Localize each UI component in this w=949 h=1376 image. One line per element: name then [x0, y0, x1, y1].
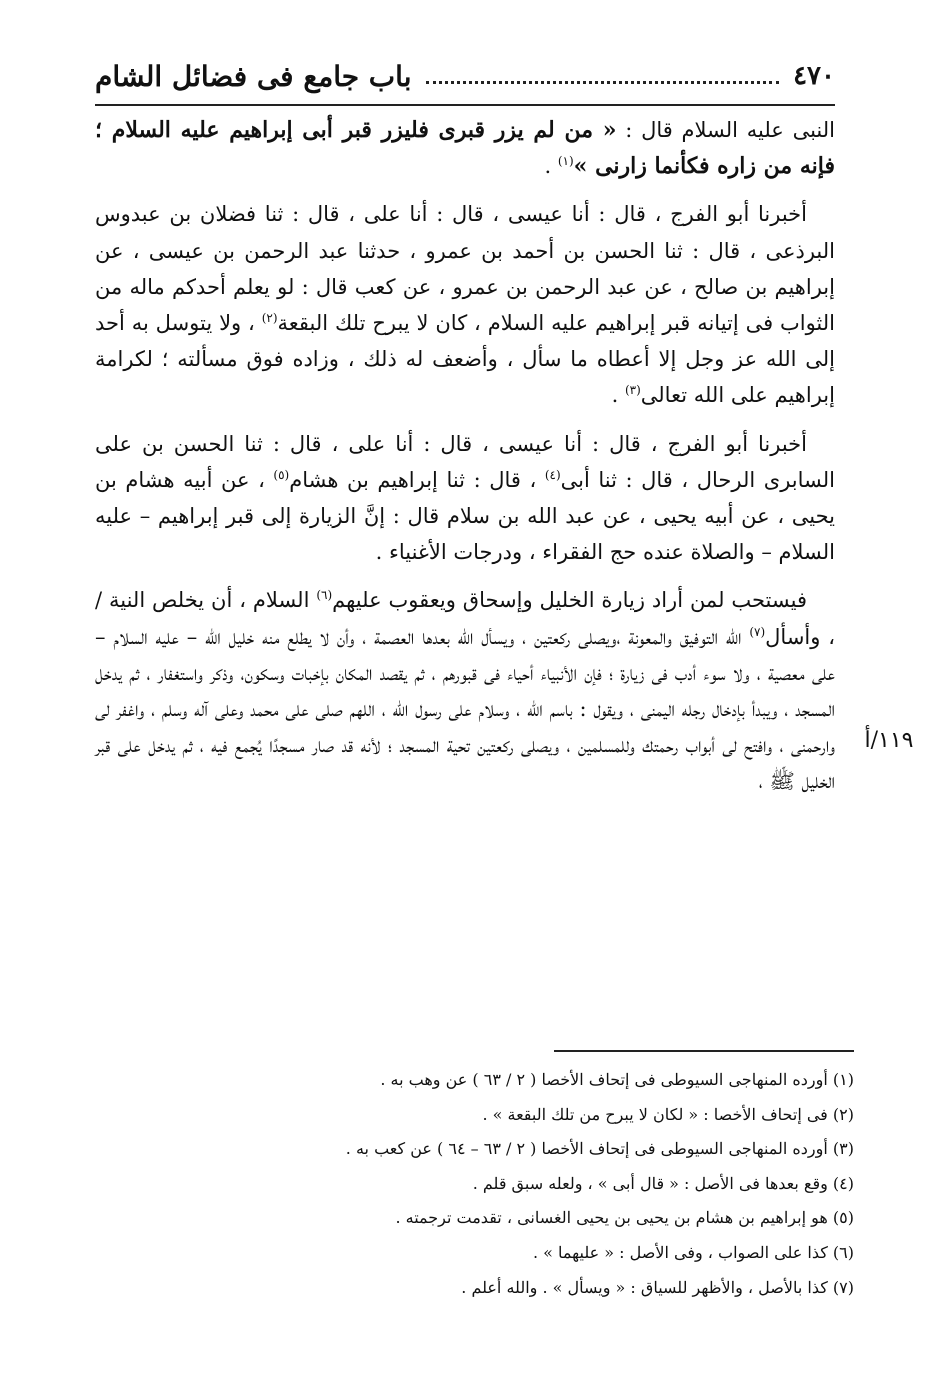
running-header — [95, 52, 835, 100]
footnote-ref-3: (٣) — [624, 383, 641, 398]
page-number: ٤٧٠ — [793, 61, 835, 91]
paragraph-1 — [95, 112, 835, 184]
paragraph-3-text-3: ، عن أبيه هشام بن يحيى ، عن أبيه يحيى ، عن عبد الله بن سلام قال : إنَّ الزيارة إلى قبر إبراهيم – عليه السلام – والصلاة عنده حج الفقراء ، ودرجات الأغنياء . — [95, 467, 835, 565]
dotted-leader — [426, 81, 780, 84]
footnotes — [154, 1063, 854, 1305]
footnote-ref-1: (١) — [557, 154, 574, 169]
paragraph-4 — [95, 582, 835, 799]
footnote-5: (٥) هو إبراهيم بن هشام بن يحيى بن يحيى الغسانى ، تقدمت ترجمته . — [395, 1208, 854, 1228]
footnote-1: (١) أورده المنهاجى السيوطى فى إتحاف الأخصا ( ٢ / ٦٣ ) عن وهب به . — [380, 1070, 854, 1089]
footnote-ref-5: (٥) — [273, 467, 290, 482]
footnote-3: (٣) أورده المنهاجى السيوطى فى إتحاف الأخصا ( ٢ / ٦٣ – ٦٤ ) عن كعب به . — [345, 1139, 854, 1159]
hadith-quote: « من لم يزر قبرى فليزر قبر أبى إبراهيم عليه السلام ؛ فإنه من زاره فكأنما زارنى » — [95, 117, 835, 180]
chapter-title: باب جامع فى فضائل الشام — [95, 59, 412, 93]
footnote-ref-4: (٤) — [544, 467, 561, 482]
paragraph-2-text-2: ، ولا يتوسل به أحد إلى الله عز وجل إلا أعطاه ما سأل ، وأضعف له ذلك ، وزاده فوق مسألته ؛ لكرامة إبراهيم على الله تعالى — [95, 311, 835, 408]
paragraph-4-text-2: السلام ، أن يخلص النية / ، وأسأل — [95, 588, 835, 649]
paragraph-2-text: أخبرنا أبو الفرج ، قال : أنا عيسى ، قال : أنا على ، قال : ثنا فضلان بن عبدوس البرذعى ، قال : ثنا الحسن بن أحمد بن عمرو ، حدثنا عبد الرحمن بن عيسى ، عن إبراهيم بن صالح ، عن عبد الرحمن بن عمرو ، عن كعب قال : لو يعلم أحدكم ماله من الثواب فى إتيانه قبر إبراهيم عليه السلام ، كان لا يبرح تلك البقعة — [95, 202, 836, 336]
footnote-ref-7: (٧) — [749, 624, 766, 639]
paragraph-1-prefix: النبى عليه السلام قال : — [616, 118, 835, 142]
paragraph-3-text-2: ، قال : ثنا إبراهيم بن هشام — [289, 467, 545, 492]
footnote-ref-2: (٢) — [261, 311, 278, 326]
footnote-6: (٦) كذا على الصواب ، وفى الأصل : « عليهما » . — [532, 1242, 854, 1262]
paragraph-4-text: فيستحب لمن أراد زيارة الخليل وإسحاق ويعقوب عليهم — [332, 588, 808, 613]
paragraph-3-text: أخبرنا أبو الفرج ، قال : أنا عيسى ، قال : أنا على ، قال : ثنا الحسن بن على السابرى الرحال ، قال : ثنا أبى — [95, 431, 835, 492]
footnote-4: (٤) وقع بعدها فى الأصل : « قال أبى » ، ولعله سبق قلم . — [472, 1173, 854, 1193]
paragraph-1-suffix: . — [544, 154, 558, 179]
header-rule — [95, 104, 835, 106]
paragraph-2 — [95, 196, 835, 413]
manuscript-folio-note: ١١٩/أ — [864, 728, 914, 753]
footnote-ref-6: (٦) — [316, 588, 333, 603]
footnote-7: (٧) كذا بالأصل ، والأظهر للسياق : « ويسأل » . والله أعلم . — [461, 1277, 854, 1297]
footnote-rule — [554, 1050, 854, 1052]
paragraph-3 — [95, 426, 835, 571]
main-text — [95, 112, 835, 812]
paragraph-2-text-3: . — [611, 383, 625, 408]
footnote-2: (٢) فى إتحاف الأخصا : « لكان لا يبرح من تلك البقعة » . — [482, 1104, 854, 1124]
paragraph-4-text-3: الله التوفيق والمعونة ،ويصلى ركعتين ، ويسأل الله بعدها العصمة ، وأن لا يطلع منه خليل الله – عليه السلام – على معصية ، ولا سوء أدب فى زيارة ؛ فإن الأنبياء أحياء فى قبورهم ، ثم يقصد المكان بإخبات وسكون، وذكر واستغفار ، ثم يدخل المسجد ، ويبدأ بإدخال رجله اليمنى ، ويقول : باسم الله ، وسلام على رسول الله ، اللهم صلى على محمد وعلى آله وسلم ، واغفر لى وارحمنى ، وافتح لى أبواب رحمتك وللمسلمين ، ويصلى ركعتين تحية المسجد ؛ لأنه قد صار مسجدًا يُجمع فيه ، ثم يدخل على قبر الخليل ﷺ ، — [95, 624, 835, 794]
